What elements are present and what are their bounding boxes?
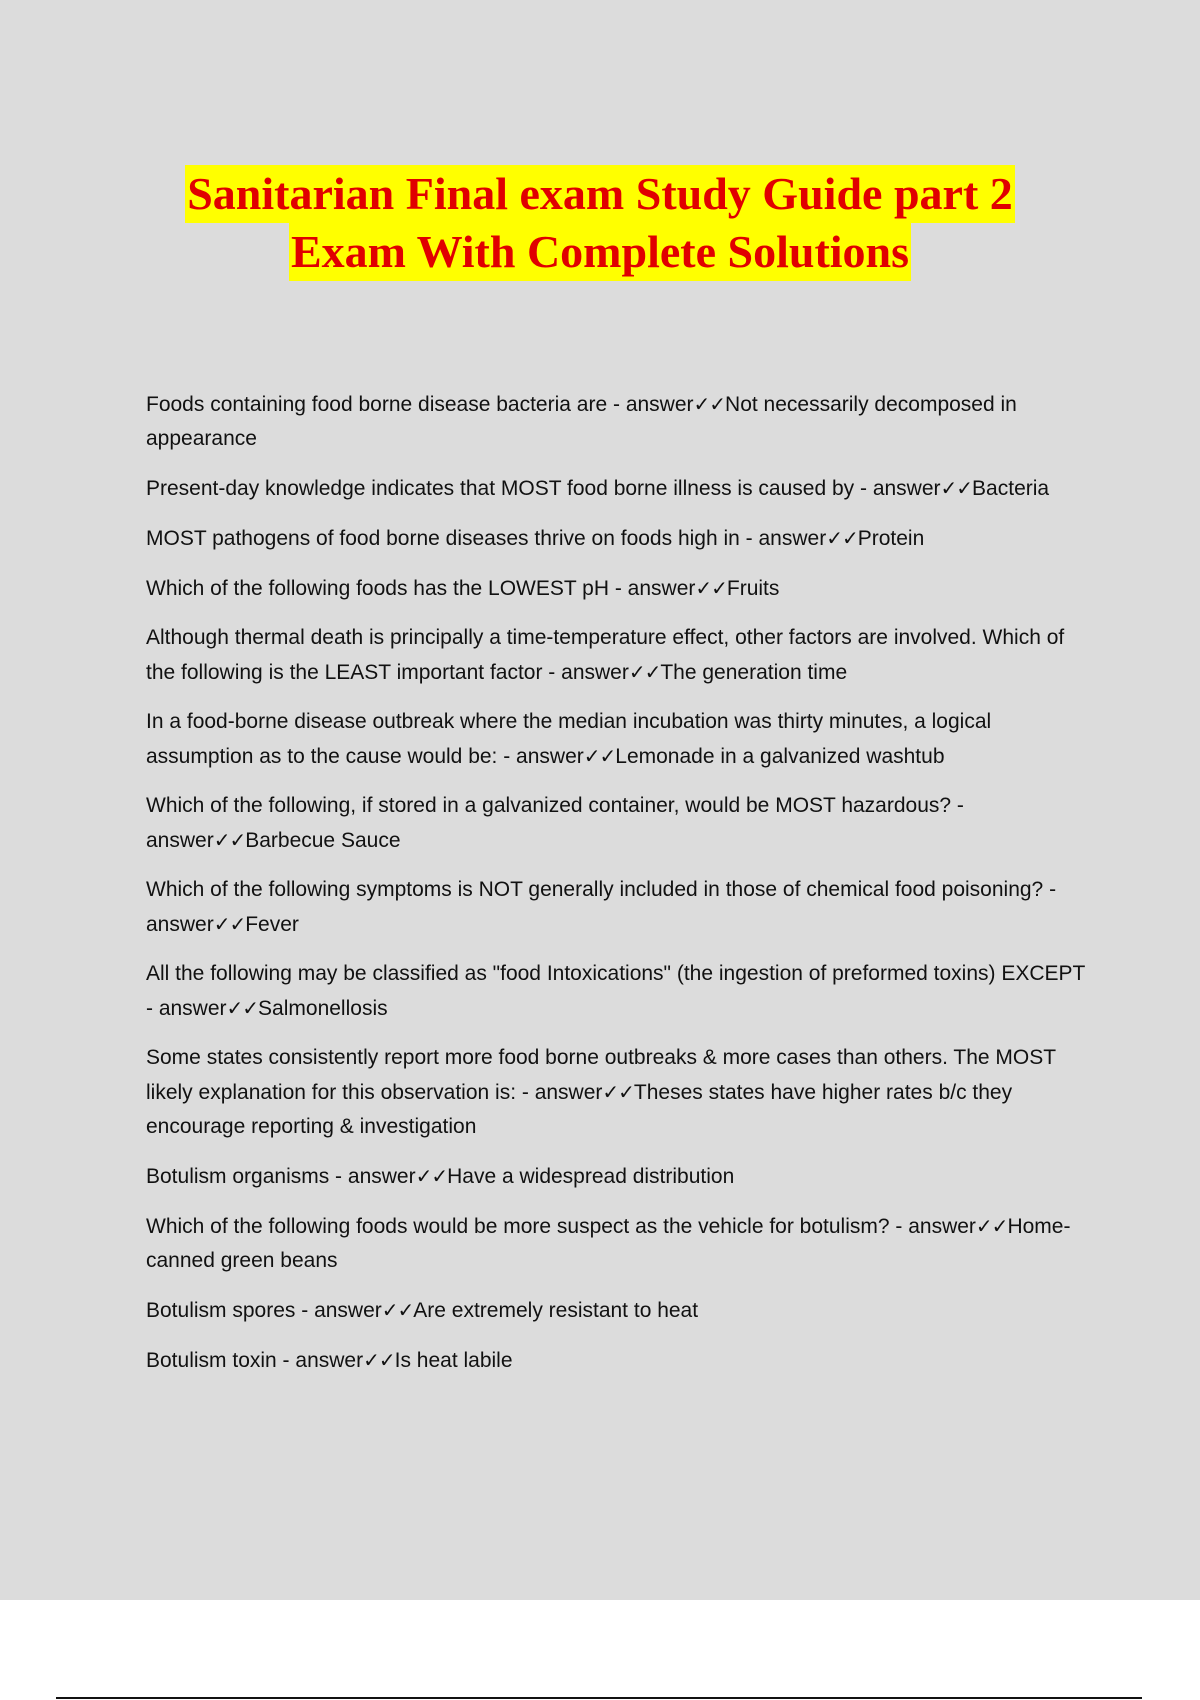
answer-label: answer: [908, 1215, 976, 1238]
double-check-icon: ✓✓: [826, 526, 858, 550]
qa-item: [146, 571, 1096, 606]
answer-label: answer: [146, 829, 214, 852]
qa-item: [146, 471, 1096, 506]
question-text: Foods containing food borne disease bacteria are -: [146, 393, 626, 416]
question-text: Which of the following symptoms is NOT generally included in those of chemical food poisoning? -: [146, 878, 1057, 901]
qa-item: [146, 1209, 1096, 1278]
answer-label: answer: [625, 393, 694, 416]
answer-label: answer: [872, 477, 941, 500]
qa-item: [146, 1293, 1096, 1328]
double-check-icon: ✓✓: [381, 1298, 414, 1322]
double-check-icon: ✓✓: [628, 660, 661, 684]
double-check-icon: ✓✓: [213, 912, 246, 936]
answer-text: Barbecue Sauce: [245, 829, 401, 852]
qa-item: [146, 621, 1096, 690]
double-check-icon: ✓✓: [695, 576, 727, 600]
title-line-1: Sanitarian Final exam Study Guide part 2: [185, 165, 1015, 223]
qa-item: [146, 705, 1096, 774]
answer-label: answer: [314, 1299, 382, 1322]
answer-text: Fruits: [726, 577, 780, 600]
question-text: Present-day knowledge indicates that MOST food borne illness is caused by -: [146, 477, 873, 500]
double-check-icon: ✓✓: [363, 1348, 395, 1372]
answer-text: Not necessarily decomposed in appearance: [146, 393, 1017, 450]
question-text: Which of the following foods would be more suspect as the vehicle for botulism? -: [146, 1215, 909, 1238]
document-title: [0, 165, 1200, 281]
question-answer-list: [146, 387, 1096, 1393]
answer-label: answer: [516, 745, 584, 768]
double-check-icon: ✓✓: [415, 1164, 448, 1188]
question-text: Which of the following, if stored in a galvanized container, would be MOST hazardous? -: [146, 794, 964, 817]
question-text: Some states consistently report more food borne outbreaks & more cases than others. The MOST likely explanation for this observation is: -: [146, 1046, 1056, 1104]
answer-label: answer: [347, 1165, 416, 1188]
question-text: Which of the following foods has the LOWEST pH -: [146, 577, 628, 600]
question-text: All the following may be classified as "food Intoxications" (the ingestion of preformed toxins) EXCEPT -: [146, 962, 1085, 1020]
answer-text: Bacteria: [972, 477, 1050, 500]
question-text: MOST pathogens of food borne diseases thrive on foods high in -: [146, 527, 759, 550]
answer-text: Salmonellosis: [258, 997, 388, 1020]
title-line-2: Exam With Complete Solutions: [289, 223, 911, 281]
double-check-icon: ✓✓: [940, 476, 973, 500]
answer-text: Have a widespread distribution: [447, 1165, 735, 1188]
answer-label: answer: [627, 577, 696, 600]
qa-item: [146, 957, 1096, 1026]
footer-divider: [56, 1697, 1142, 1699]
answer-label: answer: [758, 527, 827, 550]
double-check-icon: ✓✓: [583, 744, 616, 768]
answer-text: Theses states have higher rates b/c they encourage reporting & investigation: [146, 1081, 1013, 1138]
qa-item: [146, 1159, 1096, 1194]
answer-label: answer: [561, 661, 629, 684]
answer-label: answer: [158, 997, 227, 1020]
question-text: Although thermal death is principally a time-temperature effect, other factors are involved. Which of the following is the LEAST important factor -: [146, 626, 1065, 684]
answer-text: Fever: [245, 913, 299, 936]
answer-text: Is heat labile: [394, 1349, 513, 1372]
qa-item: [146, 387, 1096, 456]
answer-text: Are extremely resistant to heat: [413, 1299, 699, 1322]
double-check-icon: ✓✓: [602, 1080, 634, 1104]
answer-label: answer: [146, 913, 214, 936]
answer-label: answer: [534, 1081, 603, 1104]
question-text: Botulism organisms -: [146, 1165, 348, 1188]
answer-text: Protein: [857, 527, 925, 550]
question-text: Botulism toxin -: [146, 1349, 296, 1372]
double-check-icon: ✓✓: [975, 1214, 1008, 1238]
question-text: In a food-borne disease outbreak where the median incubation was thirty minutes, a logical assumption as to the cause would be: -: [146, 710, 992, 768]
answer-text: The generation time: [660, 661, 848, 684]
answer-text: Home-canned green beans: [146, 1215, 1071, 1272]
qa-item: [146, 1343, 1096, 1378]
question-text: Botulism spores -: [146, 1299, 315, 1322]
double-check-icon: ✓✓: [693, 392, 726, 416]
double-check-icon: ✓✓: [226, 996, 259, 1020]
answer-text: Lemonade in a galvanized washtub: [615, 745, 945, 768]
qa-item: [146, 1041, 1096, 1144]
double-check-icon: ✓✓: [213, 828, 246, 852]
answer-label: answer: [295, 1349, 364, 1372]
qa-item: [146, 521, 1096, 556]
qa-item: [146, 873, 1096, 942]
qa-item: [146, 789, 1096, 858]
